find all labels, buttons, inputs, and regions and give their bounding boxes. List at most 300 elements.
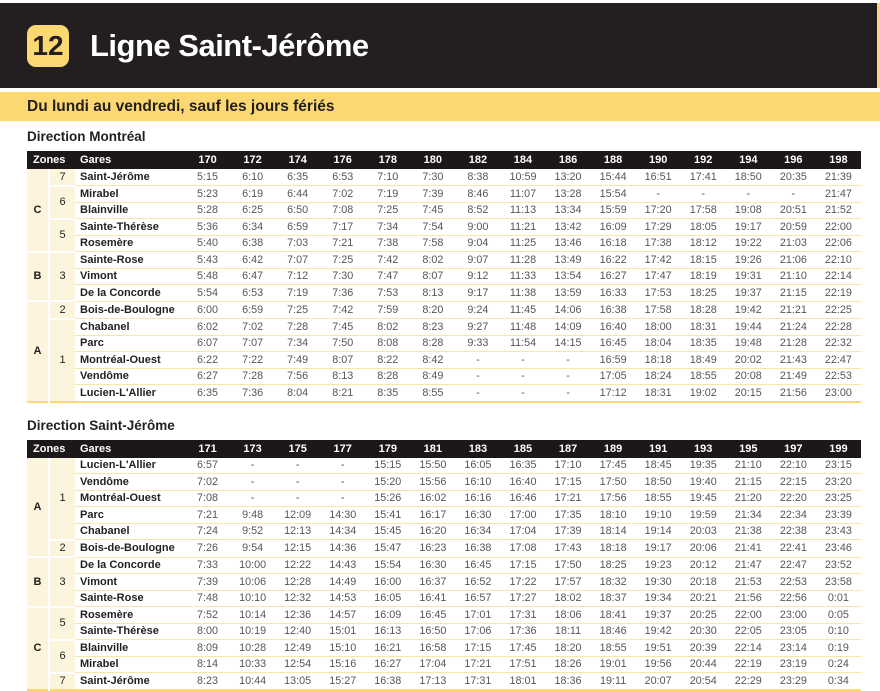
departure-time: 13:59 xyxy=(546,285,591,302)
station-name: Parc xyxy=(75,507,185,524)
departure-time: 22:53 xyxy=(816,368,861,385)
departure-time: 15:15 xyxy=(365,458,410,474)
direction-saint-jerome-section xyxy=(27,418,861,691)
departure-time: 18:12 xyxy=(681,235,726,252)
departure-time: 13:46 xyxy=(546,235,591,252)
departure-time: 14:36 xyxy=(320,540,365,558)
departure-time: 6:00 xyxy=(185,301,230,319)
table-row xyxy=(27,673,861,691)
departure-time: 19:17 xyxy=(636,540,681,558)
departure-time: 18:55 xyxy=(681,368,726,385)
train-number-header: 176 xyxy=(320,151,365,169)
departure-time: 15:50 xyxy=(410,458,455,474)
table-row xyxy=(27,202,861,219)
departure-time: 7:50 xyxy=(320,335,365,352)
train-number-header: 199 xyxy=(816,440,861,458)
train-number-header: 187 xyxy=(546,440,591,458)
departure-time: 6:53 xyxy=(320,169,365,186)
departure-time: 16:59 xyxy=(591,352,636,369)
departure-time: 12:40 xyxy=(275,623,320,640)
zone-number-cell: 1 xyxy=(49,319,75,402)
departure-time: 22:56 xyxy=(771,590,816,607)
departure-time: 10:06 xyxy=(230,574,275,591)
departure-time: 15:47 xyxy=(365,540,410,558)
departure-time: 8:14 xyxy=(185,656,230,673)
line-header-banner xyxy=(0,3,880,88)
departure-time: 18:11 xyxy=(546,623,591,640)
departure-time: 10:28 xyxy=(230,640,275,657)
departure-time: 19:01 xyxy=(591,656,636,673)
departure-time: 18:35 xyxy=(681,335,726,352)
departure-time: 20:03 xyxy=(681,523,726,540)
departure-time: 8:46 xyxy=(455,186,500,203)
departure-time: 17:43 xyxy=(546,540,591,558)
station-name: Blainville xyxy=(75,202,185,219)
departure-time: 9:04 xyxy=(455,235,500,252)
departure-time: 7:39 xyxy=(410,186,455,203)
no-stop-dash: - xyxy=(771,186,816,203)
departure-time: 21:53 xyxy=(726,574,771,591)
station-name: Vendôme xyxy=(75,474,185,491)
departure-time: 5:23 xyxy=(185,186,230,203)
departure-time: 15:56 xyxy=(410,474,455,491)
departure-time: 5:40 xyxy=(185,235,230,252)
departure-time: 19:31 xyxy=(726,268,771,285)
departure-time: 14:30 xyxy=(320,507,365,524)
departure-time: 11:33 xyxy=(500,268,545,285)
departure-time: 13:54 xyxy=(546,268,591,285)
stations-column-header: Gares xyxy=(75,440,185,458)
departure-time: 22:00 xyxy=(726,607,771,624)
station-name: Vimont xyxy=(75,268,185,285)
departure-time: 17:27 xyxy=(500,590,545,607)
departure-time: 18:37 xyxy=(591,590,636,607)
departure-time: 18:31 xyxy=(681,319,726,336)
departure-time: 11:28 xyxy=(500,252,545,269)
zone-letter-cell: A xyxy=(27,458,49,558)
departure-time: 21:38 xyxy=(726,523,771,540)
departure-time: 6:27 xyxy=(185,368,230,385)
table-row xyxy=(27,219,861,236)
departure-time: 21:15 xyxy=(771,285,816,302)
departure-time: 19:45 xyxy=(681,490,726,507)
table-row xyxy=(27,285,861,302)
departure-time: 8:13 xyxy=(320,368,365,385)
departure-time: 14:49 xyxy=(320,574,365,591)
departure-time: 8:00 xyxy=(185,623,230,640)
train-number-header: 174 xyxy=(275,151,320,169)
departure-time: 9:52 xyxy=(230,523,275,540)
departure-time: 7:54 xyxy=(410,219,455,236)
departure-time: 16:41 xyxy=(410,590,455,607)
departure-time: 19:42 xyxy=(636,623,681,640)
departure-time: 19:11 xyxy=(591,673,636,691)
table-row xyxy=(27,557,861,574)
departure-time: 18:20 xyxy=(546,640,591,657)
departure-time: 7:19 xyxy=(275,285,320,302)
departure-time: 22:38 xyxy=(771,523,816,540)
departure-time: 23:29 xyxy=(771,673,816,691)
no-stop-dash: - xyxy=(275,474,320,491)
train-number-header: 186 xyxy=(546,151,591,169)
departure-time: 17:31 xyxy=(455,673,500,691)
departure-time: 7:49 xyxy=(275,352,320,369)
departure-time: 21:52 xyxy=(816,202,861,219)
train-number-header: 182 xyxy=(455,151,500,169)
departure-time: 18:50 xyxy=(636,474,681,491)
train-number-header: 171 xyxy=(185,440,230,458)
departure-time: 9:27 xyxy=(455,319,500,336)
table-row xyxy=(27,607,861,624)
station-name: Sainte-Thérèse xyxy=(75,219,185,236)
departure-time: 7:34 xyxy=(365,219,410,236)
departure-time: 23:00 xyxy=(816,385,861,402)
departure-time: 15:45 xyxy=(365,523,410,540)
departure-time: 7:53 xyxy=(365,285,410,302)
departure-time: 22:53 xyxy=(771,574,816,591)
departure-time: 7:30 xyxy=(410,169,455,186)
table-row xyxy=(27,186,861,203)
table-row xyxy=(27,301,861,319)
departure-time: 18:01 xyxy=(500,673,545,691)
departure-time: 20:59 xyxy=(771,219,816,236)
departure-time: 21:34 xyxy=(726,507,771,524)
departure-time: 6:53 xyxy=(230,285,275,302)
departure-time: 18:06 xyxy=(546,607,591,624)
departure-time: 17:45 xyxy=(500,640,545,657)
departure-time: 18:24 xyxy=(636,368,681,385)
departure-time: 22:19 xyxy=(726,656,771,673)
zone-number-cell: 6 xyxy=(49,186,75,219)
departure-time: 10:00 xyxy=(230,557,275,574)
table-row xyxy=(27,523,861,540)
departure-time: 6:42 xyxy=(230,252,275,269)
zones-column-header: Zones xyxy=(27,440,75,458)
departure-time: 21:56 xyxy=(771,385,816,402)
departure-time: 16:38 xyxy=(591,301,636,319)
departure-time: 8:02 xyxy=(410,252,455,269)
departure-time: 17:15 xyxy=(500,557,545,574)
departure-time: 8:28 xyxy=(410,335,455,352)
departure-time: 0:24 xyxy=(816,656,861,673)
direction-heading: Direction Montréal xyxy=(27,129,861,144)
station-name: Vimont xyxy=(75,574,185,591)
departure-time: 19:37 xyxy=(636,607,681,624)
departure-time: 19:51 xyxy=(636,640,681,657)
departure-time: 16:35 xyxy=(500,458,545,474)
departure-time: 22:47 xyxy=(816,352,861,369)
table-row xyxy=(27,252,861,269)
departure-time: 7:22 xyxy=(230,352,275,369)
departure-time: 20:06 xyxy=(681,540,726,558)
train-number-header: 184 xyxy=(500,151,545,169)
zone-number-cell: 6 xyxy=(49,640,75,673)
departure-time: 7:02 xyxy=(230,319,275,336)
train-number-header: 194 xyxy=(726,151,771,169)
departure-time: 7:21 xyxy=(320,235,365,252)
table-row xyxy=(27,507,861,524)
zone-number-cell: 7 xyxy=(49,169,75,186)
departure-time: 10:14 xyxy=(230,607,275,624)
departure-time: 7:28 xyxy=(275,319,320,336)
departure-time: 16:18 xyxy=(591,235,636,252)
station-name: Sainte-Rose xyxy=(75,252,185,269)
departure-time: 9:17 xyxy=(455,285,500,302)
departure-time: 22:05 xyxy=(726,623,771,640)
departure-time: 6:38 xyxy=(230,235,275,252)
departure-time: 20:15 xyxy=(726,385,771,402)
departure-time: 7:48 xyxy=(185,590,230,607)
departure-time: 15:44 xyxy=(591,169,636,186)
departure-time: 16:57 xyxy=(455,590,500,607)
no-stop-dash: - xyxy=(546,368,591,385)
departure-time: 19:14 xyxy=(636,523,681,540)
table-row xyxy=(27,385,861,402)
schedule-content xyxy=(0,129,880,691)
departure-time: 16:52 xyxy=(455,574,500,591)
station-name: Montréal-Ouest xyxy=(75,352,185,369)
train-number-header: 188 xyxy=(591,151,636,169)
no-stop-dash: - xyxy=(726,186,771,203)
departure-time: 7:25 xyxy=(365,202,410,219)
departure-time: 0:10 xyxy=(816,623,861,640)
stations-column-header: Gares xyxy=(75,151,185,169)
table-row xyxy=(27,458,861,474)
departure-time: 6:02 xyxy=(185,319,230,336)
departure-time: 22:32 xyxy=(816,335,861,352)
line-title: Ligne Saint-Jérôme xyxy=(90,28,369,64)
departure-time: 6:34 xyxy=(230,219,275,236)
no-stop-dash: - xyxy=(320,458,365,474)
train-number-header: 193 xyxy=(681,440,726,458)
departure-time: 15:20 xyxy=(365,474,410,491)
no-stop-dash: - xyxy=(275,458,320,474)
departure-time: 8:52 xyxy=(455,202,500,219)
departure-time: 6:47 xyxy=(230,268,275,285)
departure-time: 23:46 xyxy=(816,540,861,558)
departure-time: 18:36 xyxy=(546,673,591,691)
zone-number-cell: 5 xyxy=(49,219,75,252)
departure-time: 21:24 xyxy=(771,319,816,336)
departure-time: 19:22 xyxy=(726,235,771,252)
departure-time: 17:53 xyxy=(636,285,681,302)
departure-time: 18:05 xyxy=(681,219,726,236)
departure-time: 20:18 xyxy=(681,574,726,591)
departure-time: 7:26 xyxy=(185,540,230,558)
no-stop-dash: - xyxy=(636,186,681,203)
table-row xyxy=(27,574,861,591)
table-row xyxy=(27,235,861,252)
departure-time: 8:07 xyxy=(410,268,455,285)
departure-time: 16:38 xyxy=(455,540,500,558)
departure-time: 10:19 xyxy=(230,623,275,640)
zone-number-cell: 2 xyxy=(49,301,75,319)
no-stop-dash: - xyxy=(320,474,365,491)
departure-time: 17:50 xyxy=(546,557,591,574)
departure-time: 7:30 xyxy=(320,268,365,285)
departure-time: 16:45 xyxy=(455,557,500,574)
departure-time: 17:31 xyxy=(500,607,545,624)
departure-time: 23:43 xyxy=(816,523,861,540)
departure-time: 22:15 xyxy=(771,474,816,491)
departure-time: 22:19 xyxy=(816,285,861,302)
departure-time: 18:46 xyxy=(591,623,636,640)
departure-time: 17:01 xyxy=(455,607,500,624)
departure-time: 9:07 xyxy=(455,252,500,269)
no-stop-dash: - xyxy=(500,368,545,385)
departure-time: 17:04 xyxy=(410,656,455,673)
departure-time: 11:13 xyxy=(500,202,545,219)
departure-time: 7:42 xyxy=(365,252,410,269)
departure-time: 6:25 xyxy=(230,202,275,219)
departure-time: 20:07 xyxy=(636,673,681,691)
departure-time: 21:21 xyxy=(771,301,816,319)
departure-time: 16:27 xyxy=(591,268,636,285)
departure-time: 10:10 xyxy=(230,590,275,607)
departure-time: 7:08 xyxy=(185,490,230,507)
train-number-header: 189 xyxy=(591,440,636,458)
table-row xyxy=(27,640,861,657)
station-name: Parc xyxy=(75,335,185,352)
departure-time: 6:35 xyxy=(275,169,320,186)
departure-time: 10:59 xyxy=(500,169,545,186)
zone-number-cell: 2 xyxy=(49,540,75,558)
departure-time: 7:12 xyxy=(275,268,320,285)
departure-time: 16:45 xyxy=(410,607,455,624)
zone-letter-cell: B xyxy=(27,252,49,302)
departure-time: 14:15 xyxy=(546,335,591,352)
station-name: Chabanel xyxy=(75,319,185,336)
departure-time: 7:42 xyxy=(320,301,365,319)
station-name: Blainville xyxy=(75,640,185,657)
departure-time: 17:35 xyxy=(546,507,591,524)
departure-time: 13:05 xyxy=(275,673,320,691)
departure-time: 8:08 xyxy=(365,335,410,352)
departure-time: 16:16 xyxy=(455,490,500,507)
departure-time: 14:43 xyxy=(320,557,365,574)
departure-time: 22:10 xyxy=(816,252,861,269)
departure-time: 16:23 xyxy=(410,540,455,558)
table-row xyxy=(27,540,861,558)
departure-time: 16:21 xyxy=(365,640,410,657)
no-stop-dash: - xyxy=(320,490,365,507)
station-name: Montréal-Ouest xyxy=(75,490,185,507)
station-name: De la Concorde xyxy=(75,557,185,574)
departure-time: 23:19 xyxy=(771,656,816,673)
departure-time: 15:59 xyxy=(591,202,636,219)
departure-time: 22:34 xyxy=(771,507,816,524)
departure-time: 22:25 xyxy=(816,301,861,319)
station-name: Bois-de-Boulogne xyxy=(75,301,185,319)
station-name: De la Concorde xyxy=(75,285,185,302)
departure-time: 17:15 xyxy=(546,474,591,491)
departure-time: 16:30 xyxy=(410,557,455,574)
departure-time: 7:36 xyxy=(320,285,365,302)
departure-time: 7:28 xyxy=(230,368,275,385)
departure-time: 16:34 xyxy=(455,523,500,540)
departure-time: 11:07 xyxy=(500,186,545,203)
departure-time: 18:18 xyxy=(636,352,681,369)
departure-time: 17:05 xyxy=(591,368,636,385)
departure-time: 14:09 xyxy=(546,319,591,336)
train-number-header: 197 xyxy=(771,440,816,458)
zone-letter-cell: C xyxy=(27,607,49,691)
direction-heading: Direction Saint-Jérôme xyxy=(27,418,861,433)
departure-time: 7:19 xyxy=(365,186,410,203)
departure-time: 8:35 xyxy=(365,385,410,402)
departure-time: 12:22 xyxy=(275,557,320,574)
table-row xyxy=(27,169,861,186)
departure-time: 18:31 xyxy=(636,385,681,402)
departure-time: 19:56 xyxy=(636,656,681,673)
departure-time: 7:17 xyxy=(320,219,365,236)
station-name: Mirabel xyxy=(75,656,185,673)
departure-time: 13:28 xyxy=(546,186,591,203)
departure-time: 17:58 xyxy=(636,301,681,319)
departure-time: 19:59 xyxy=(681,507,726,524)
departure-time: 15:27 xyxy=(320,673,365,691)
departure-time: 18:28 xyxy=(681,301,726,319)
departure-time: 23:20 xyxy=(816,474,861,491)
departure-time: 22:28 xyxy=(816,319,861,336)
departure-time: 8:23 xyxy=(410,319,455,336)
departure-time: 5:54 xyxy=(185,285,230,302)
zones-column-header: Zones xyxy=(27,151,75,169)
departure-time: 21:49 xyxy=(771,368,816,385)
departure-time: 18:15 xyxy=(681,252,726,269)
departure-time: 15:54 xyxy=(365,557,410,574)
departure-time: 19:17 xyxy=(726,219,771,236)
departure-time: 17:13 xyxy=(410,673,455,691)
departure-time: 18:18 xyxy=(591,540,636,558)
departure-time: 15:10 xyxy=(320,640,365,657)
departure-time: 17:51 xyxy=(500,656,545,673)
departure-time: 21:39 xyxy=(816,169,861,186)
departure-time: 7:10 xyxy=(365,169,410,186)
table-row xyxy=(27,590,861,607)
departure-time: 6:50 xyxy=(275,202,320,219)
departure-time: 11:25 xyxy=(500,235,545,252)
departure-time: 18:26 xyxy=(546,656,591,673)
direction-montreal-section xyxy=(27,129,861,403)
departure-time: 6:44 xyxy=(275,186,320,203)
departure-time: 23:39 xyxy=(816,507,861,524)
departure-time: 8:28 xyxy=(365,368,410,385)
departure-time: 17:21 xyxy=(546,490,591,507)
train-number-header: 181 xyxy=(410,440,455,458)
departure-time: 19:48 xyxy=(726,335,771,352)
departure-time: 16:38 xyxy=(365,673,410,691)
train-number-header: 191 xyxy=(636,440,681,458)
departure-time: 20:21 xyxy=(681,590,726,607)
departure-time: 8:09 xyxy=(185,640,230,657)
departure-time: 17:29 xyxy=(636,219,681,236)
service-note-bar xyxy=(0,92,880,121)
train-number-header: 178 xyxy=(365,151,410,169)
departure-time: 21:28 xyxy=(771,335,816,352)
departure-time: 20:39 xyxy=(681,640,726,657)
zone-number-cell: 3 xyxy=(49,252,75,302)
zone-number-cell: 7 xyxy=(49,673,75,691)
departure-time: 10:44 xyxy=(230,673,275,691)
departure-time: 7:25 xyxy=(320,252,365,269)
departure-time: 12:49 xyxy=(275,640,320,657)
departure-time: 8:20 xyxy=(410,301,455,319)
schedule-table-direction-montreal xyxy=(27,151,861,403)
departure-time: 13:34 xyxy=(546,202,591,219)
no-stop-dash: - xyxy=(546,385,591,402)
no-stop-dash: - xyxy=(500,352,545,369)
